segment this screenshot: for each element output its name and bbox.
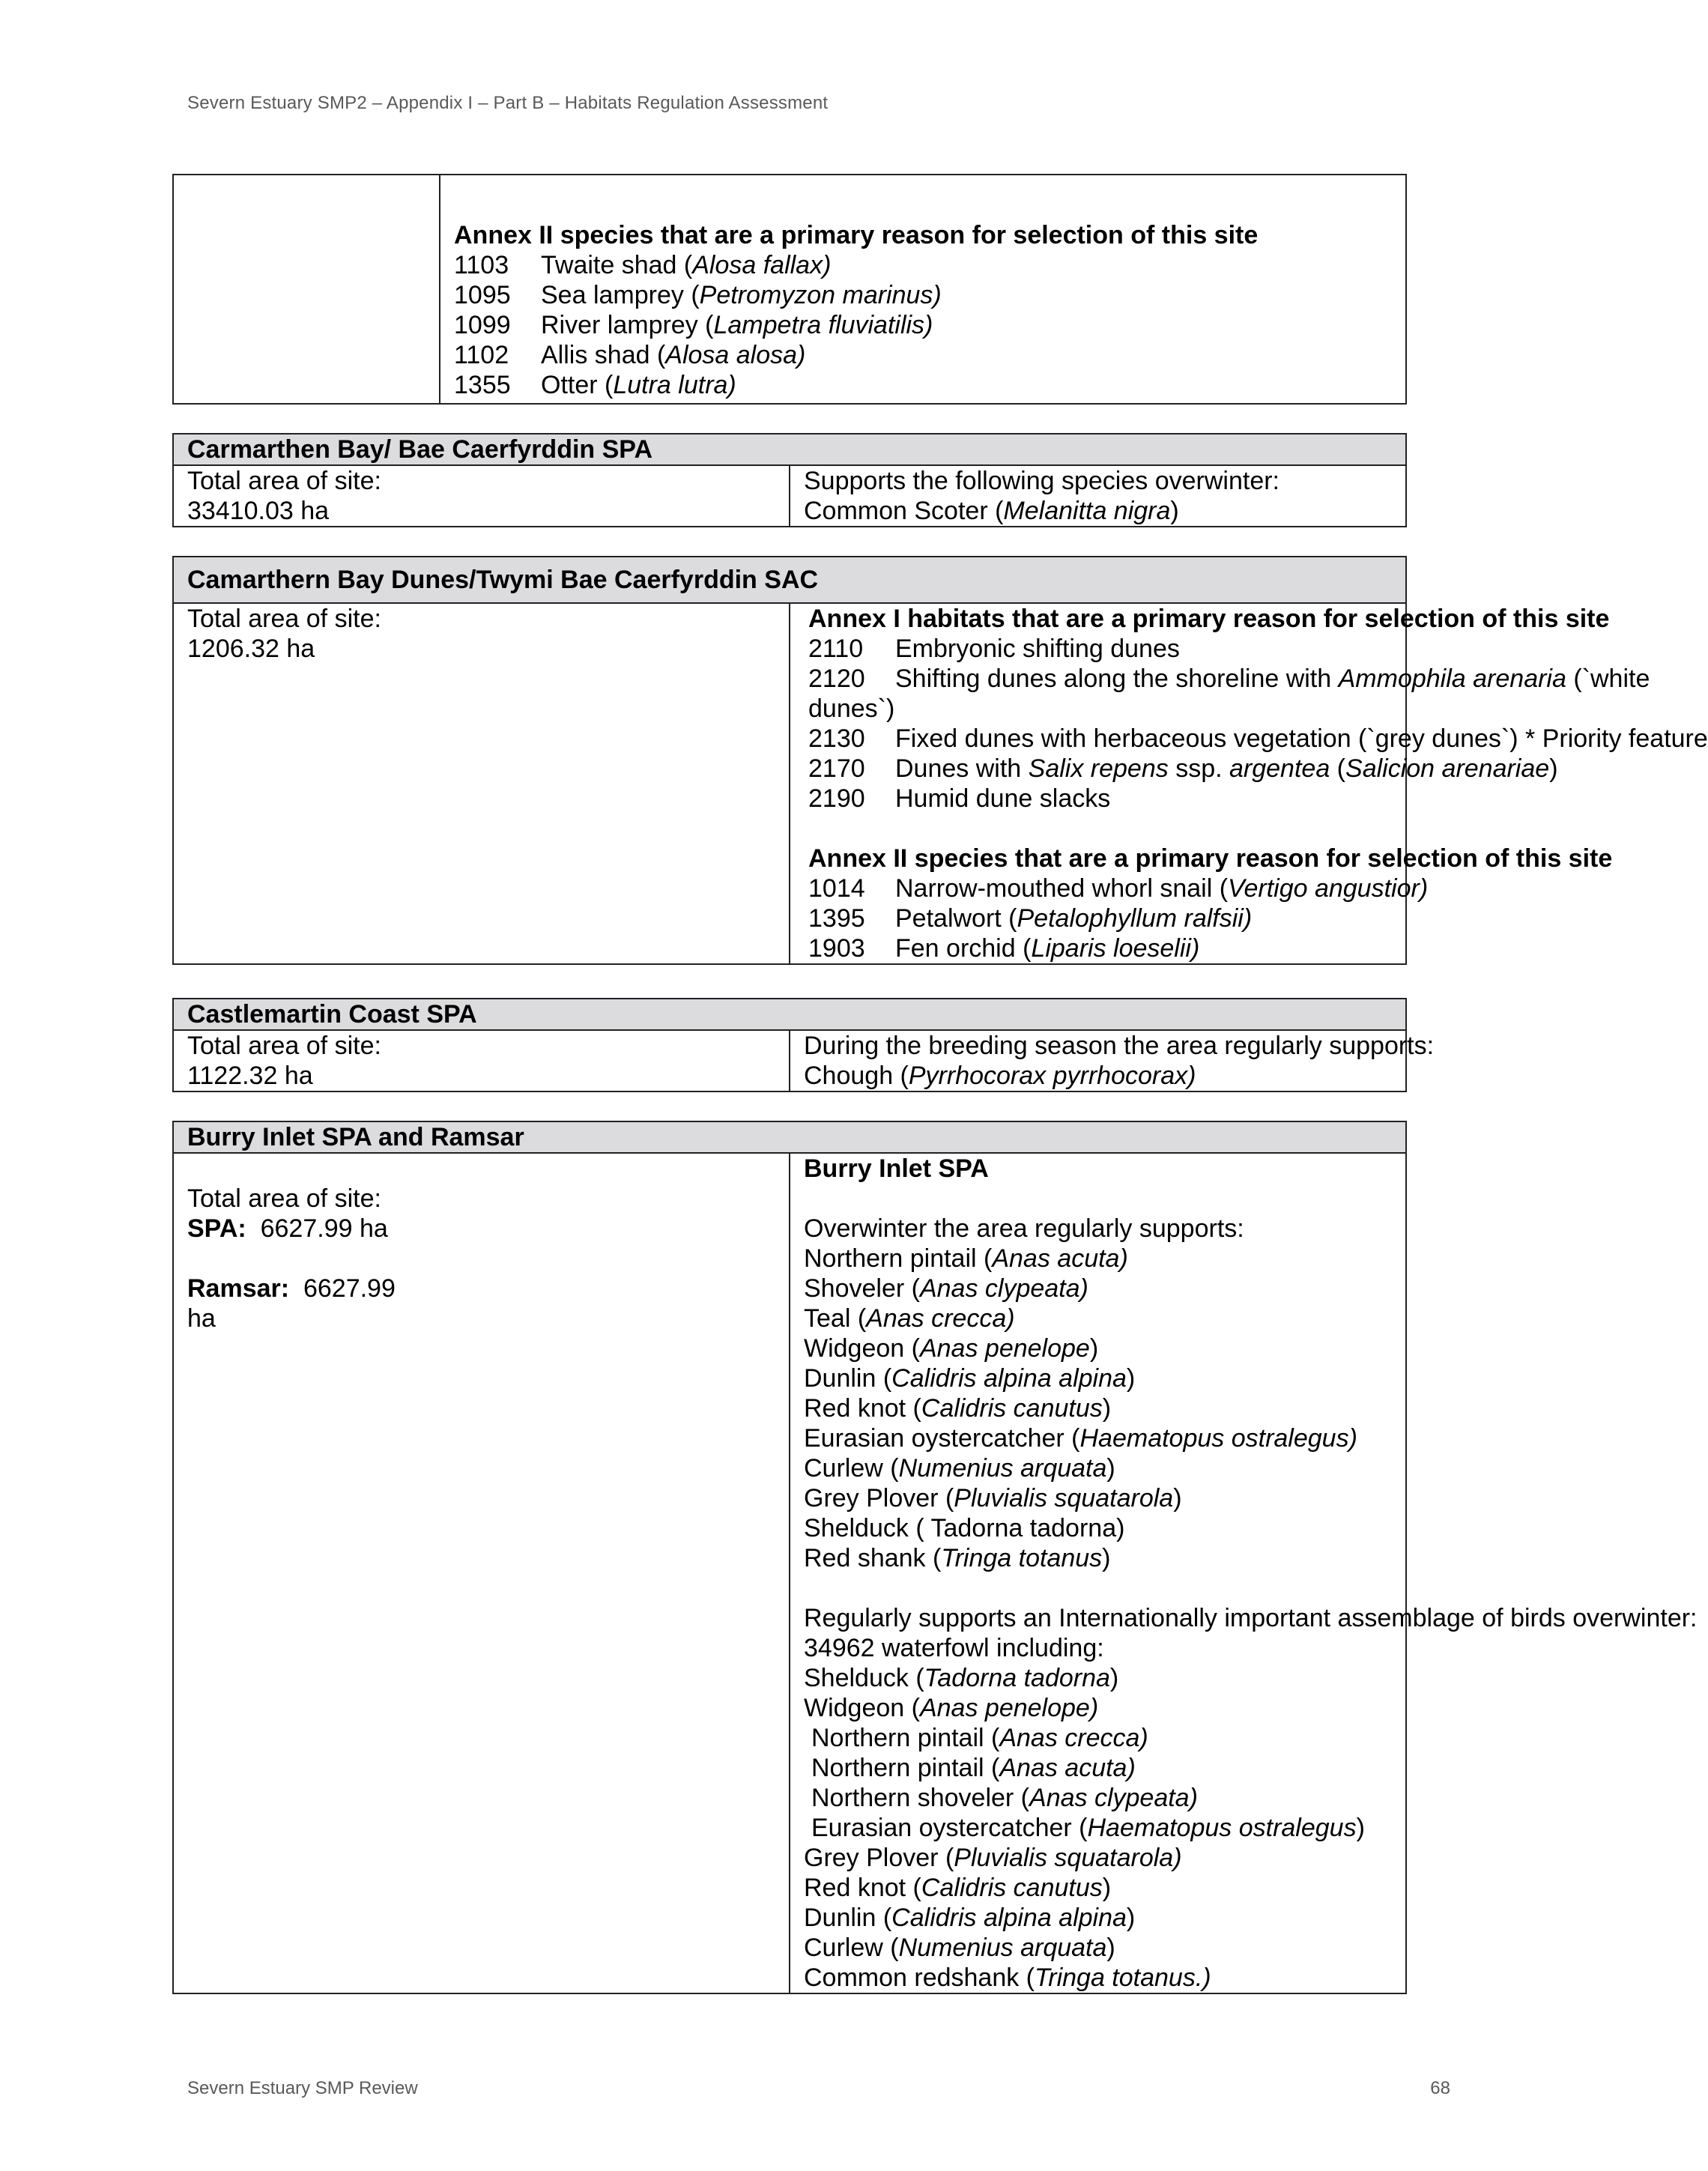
habitat-line: 2170 Dunes with Salix repens ssp. argentea (Salicion arenariae): [808, 754, 1558, 783]
site-area-cell: [173, 1030, 790, 1091]
species-line: 1014 Narrow-mouthed whorl snail (Vertigo angustior): [808, 874, 1429, 903]
sub-heading: Burry Inlet SPA: [804, 1154, 989, 1183]
annex-ii-continuation-table: [172, 174, 1407, 405]
overwinter-intro: Overwinter the area regularly supports:: [804, 1214, 1244, 1243]
bird-species-line: Teal (Anas crecca): [804, 1304, 1015, 1333]
species-line: 1103 Twaite shad (Alosa fallax): [454, 251, 832, 279]
annex-ii-species-list: [454, 250, 1395, 400]
bird-species-line: Red knot (Calidris canutus): [804, 1394, 1112, 1423]
assemblage-intro: Regularly supports an Internationally important assemblage of birds overwinter:: [804, 1604, 1698, 1632]
species-line: 1355 Otter (Lutra lutra): [454, 371, 736, 399]
carmarthen-bay-spa-table: [172, 433, 1407, 527]
habitat-line: 2110 Embryonic shifting dunes: [808, 635, 1180, 663]
site-features-cell: [790, 1153, 1698, 1993]
area-label: Total area of site:: [187, 1032, 381, 1060]
feature-intro: Supports the following species overwinter:: [804, 467, 1280, 495]
bird-species-line: Northern pintail (Anas crecca): [811, 1724, 1148, 1752]
site-area-cell: [173, 465, 790, 527]
ramsar-area: Ramsar: 6627.99: [187, 1274, 396, 1303]
annex-ii-heading: Annex II species that are a primary reason for selection of this site: [808, 844, 1613, 873]
site-area-cell: [173, 1153, 790, 1993]
bird-species-line: Northern pintail (Anas acuta): [804, 1244, 1128, 1273]
bird-species-line: Northern shoveler (Anas clypeata): [811, 1784, 1198, 1812]
bird-species-line: Eurasian oystercatcher (Haematopus ostralegus): [804, 1424, 1357, 1453]
species-line: 1903 Fen orchid (Liparis loeselii): [808, 934, 1200, 963]
area-label: Total area of site:: [187, 1184, 381, 1213]
assemblage-species-list: [804, 1663, 1395, 1993]
area-label: Total area of site:: [187, 605, 381, 633]
bird-species-line: Northern pintail (Anas acuta): [811, 1754, 1136, 1782]
bird-species-line: Red knot (Calidris canutus): [804, 1874, 1112, 1902]
site-features-cell: [790, 465, 1406, 527]
bird-species-line: Widgeon (Anas penelope): [804, 1334, 1099, 1363]
bird-species-line: Curlew (Numenius arquata): [804, 1934, 1115, 1962]
overwinter-species-list: [804, 1244, 1395, 1573]
spa-area: SPA: 6627.99 ha: [187, 1214, 388, 1243]
bird-species-line: Shelduck (Tadorna tadorna): [804, 1664, 1119, 1692]
bird-species-line: Dunlin (Calidris alpina alpina): [804, 1904, 1136, 1932]
annex-ii-heading: Annex II species that are a primary reason for selection of this site: [454, 221, 1259, 249]
species-line: 1395 Petalwort (Petalophyllum ralfsii): [808, 904, 1253, 933]
site-title: Castlemartin Coast SPA: [173, 999, 1406, 1030]
habitat-line-wrap: dunes`): [808, 694, 895, 723]
assemblage-count: 34962 waterfowl including:: [804, 1634, 1104, 1662]
bird-species-line: Widgeon (Anas penelope): [804, 1694, 1099, 1722]
bird-species-line: Red shank (Tringa totanus): [804, 1544, 1111, 1572]
bird-species-line: Shoveler (Anas clypeata): [804, 1274, 1088, 1303]
ramsar-area-unit: ha: [187, 1304, 216, 1333]
area-value: 1122.32 ha: [187, 1062, 313, 1090]
site-features-cell: [790, 1030, 1435, 1091]
bird-species-line: Common redshank (Tringa totanus.): [804, 1963, 1211, 1992]
empty-left-cell: [173, 175, 440, 404]
bird-species-line: Grey Plover (Pluvialis squatarola): [804, 1844, 1182, 1872]
annex-ii-species-list: [808, 873, 1429, 963]
page-number: 68: [1430, 2078, 1450, 2098]
annex-i-heading: Annex I habitats that are a primary reason for selection of this site: [808, 605, 1610, 633]
area-value: 1206.32 ha: [187, 635, 315, 663]
habitat-line: 2120 Shifting dunes along the shoreline with Ammophila arenaria (`white: [808, 664, 1650, 693]
habitat-line: 2130 Fixed dunes with herbaceous vegetation (`grey dunes`) * Priority feature: [808, 724, 1708, 753]
running-footer: Severn Estuary SMP Review: [187, 2078, 418, 2098]
castlemartin-coast-spa-table: [172, 998, 1435, 1092]
species-line: 1099 River lamprey (Lampetra fluviatilis): [454, 311, 933, 339]
site-features-cell: [790, 603, 1708, 964]
species-line: 1102 Allis shad (Alosa alosa): [454, 341, 806, 369]
carmarthen-bay-dunes-sac-table: [172, 556, 1708, 965]
bird-species-line: Grey Plover (Pluvialis squatarola): [804, 1484, 1182, 1513]
habitat-line: 2190 Humid dune slacks: [808, 784, 1111, 813]
area-value: 33410.03 ha: [187, 497, 330, 525]
bird-species-line: Curlew (Numenius arquata): [804, 1454, 1115, 1483]
running-header: Severn Estuary SMP2 – Appendix I – Part B – Habitats Regulation Assessment: [187, 93, 829, 113]
feature-intro: During the breeding season the area regularly supports:: [804, 1032, 1435, 1060]
bird-species-line: Dunlin (Calidris alpina alpina): [804, 1364, 1136, 1393]
species-line: 1095 Sea lamprey (Petromyzon marinus): [454, 281, 942, 309]
site-area-cell: [173, 603, 790, 964]
bird-species-line: Shelduck ( Tadorna tadorna): [804, 1514, 1125, 1542]
species-line: Common Scoter (Melanitta nigra): [804, 497, 1179, 525]
area-label: Total area of site:: [187, 467, 381, 495]
site-title: Carmarthen Bay/ Bae Caerfyrddin SPA: [173, 434, 1406, 465]
bird-species-line: Eurasian oystercatcher (Haematopus ostralegus): [811, 1814, 1365, 1842]
burry-inlet-spa-ramsar-table: [172, 1121, 1698, 1994]
species-line: Chough (Pyrrhocorax pyrrhocorax): [804, 1062, 1196, 1090]
site-title: Burry Inlet SPA and Ramsar: [173, 1121, 1406, 1153]
site-title: Camarthern Bay Dunes/Twymi Bae Caerfyrddin SAC: [173, 557, 1406, 603]
annex-ii-species-cell: [440, 175, 1406, 404]
